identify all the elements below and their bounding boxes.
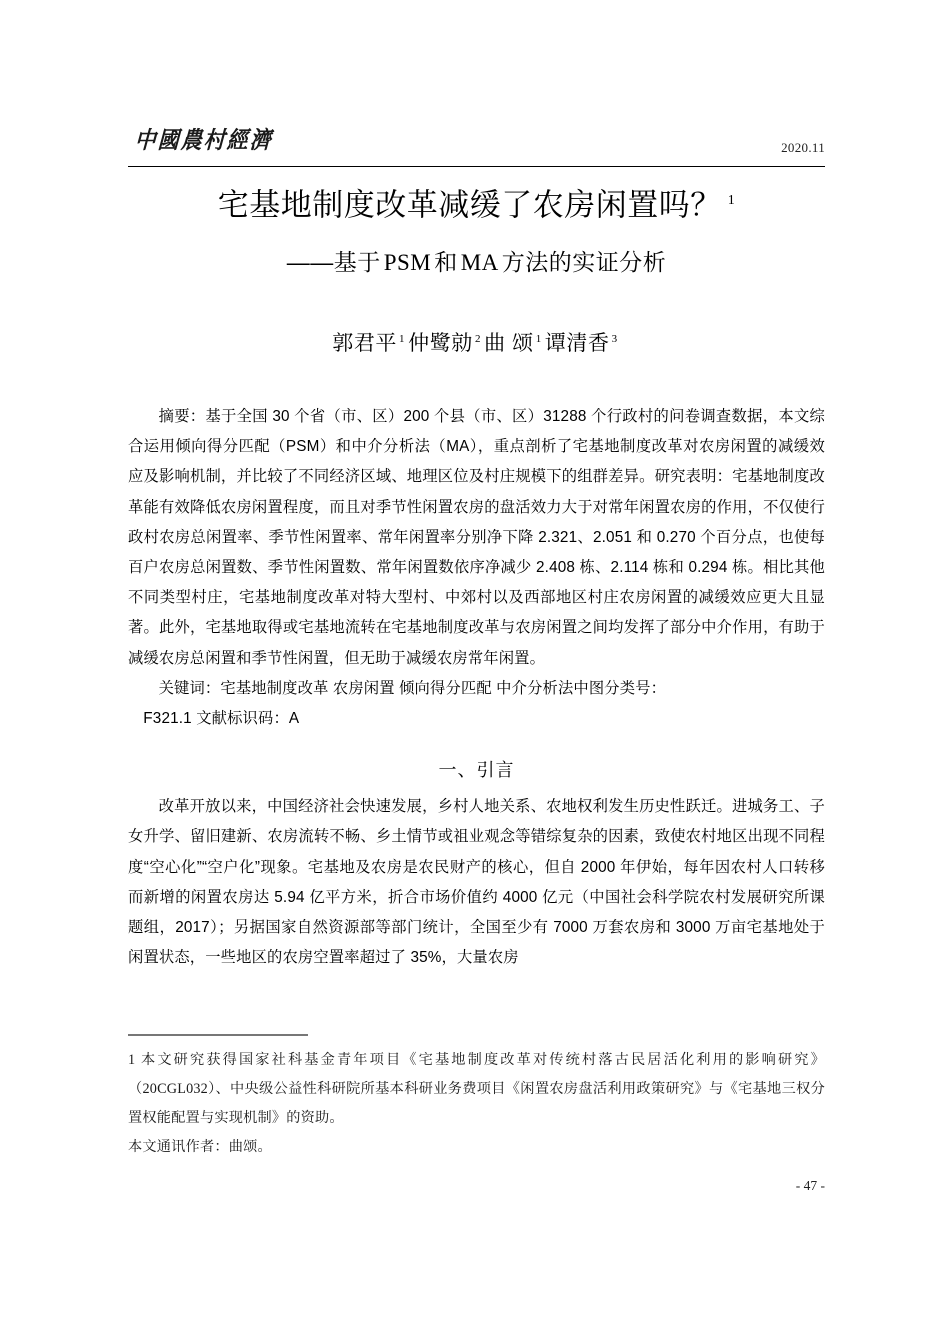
masthead [128,126,825,168]
title-footnote-marker: 1 [727,193,736,208]
subtitle-prefix: ——基于 [286,249,381,276]
page-subtitle [128,244,825,281]
author-affiliation-2: 2 [474,333,482,346]
page-title-text: 宅基地制度改革减缓了农房闲置吗？ [217,187,722,223]
title-block [128,178,825,360]
keywords-line: 关键词：宅基地制度改革 农房闲置 倾向得分匹配 中介分析法中图分类号： [158,679,667,697]
journal-logo: 中國農村經濟 [134,126,274,154]
author-name-3: 曲 颂 [484,332,534,356]
abstract-paragraph: 摘要：基于全国 30 个省（市、区）200 个县（市、区）31288 个行政村的问卷调查数据，本文综合运用倾向得分匹配（PSM）和中介分析法（MA），重点剖析了宅基地制度改革对农房闲置的减缓效应及影响机制，并比较了不同经济区域、地理区位及村庄规模下的组群差异。研究表明：宅基地制度改革能有效降低农房闲置程度，而且对季节性闲置农房的盘活效力大于对常年闲置农房的作用，不仅使行政村农房总闲置率、季节性闲置率、常年闲置率分别净下降 2.321、2.051 和 0.270 个百分点，也使每百户农房总闲置数、季节性闲置数、常年闲置数依序净减少 2.408 栋、2.114 栋和 0.294 栋。相比其他不同类型村庄，宅基地制度改革对特大型村、中郊村以及西部地区村庄农房闲置的减缓效应更大且显著。此外，宅基地取得或宅基地流转在宅基地制度改革与农房闲置之间均发挥了部分中介作用，有助于减缓农房总闲置和季节性闲置，但无助于减缓农房常年闲置。 [128,408,825,667]
subtitle-method-psm: PSM [383,250,432,276]
footnote-corresponding-author: 本文通讯作者：曲颂。 [128,1139,272,1155]
document-body [128,402,825,973]
subtitle-method-ma: MA [460,250,499,276]
subtitle-conjunction: 和 [434,249,458,276]
author-list [128,323,825,360]
page-number: - 47 - [795,1178,825,1193]
section-heading-introduction: 一、引言 [438,760,515,781]
introduction-paragraph: 改革开放以来，中国经济社会快速发展，乡村人地关系、农地权利发生历史性跃迁。进城务工、子女升学、留旧建新、农房流转不畅、乡土情节或祖业观念等错综复杂的因素，致使农村地区出现不同程度“空心化”“空户化”现象。宅基地及农房是农民财产的核心，但自 2000 年伊始，每年因农村人口转移而新增的闲置农房达 5.94 亿平方米，折合市场价值约 4000 亿元（中国社会科学院农村发展研究所课题组，2017）；另据国家自然资源部等部门统计，全国至少有 7000 万套农房和 3000 万亩宅基地处于闲置状态，一些地区的农房空置率超过了 35%，大量农房 [128,798,825,967]
footnote-funding: 1 本文研究获得国家社科基金青年项目《宅基地制度改革对传统村落古民居活化利用的影响研究》（20CGL032）、中央级公益性科研院所基本科研业务费项目《闲置农房盘活利用政策研究》与《宅基地三权分置权能配置与实现机制》的资助。 [128,1052,825,1126]
footnote-divider [128,1034,308,1036]
author-affiliation-3: 1 [535,333,542,346]
page-title [128,178,825,228]
author-name-1: 郭君平 [332,332,398,356]
masthead-divider [128,166,825,167]
issue-date: 2020.11 [781,140,825,155]
author-affiliation-4: 3 [611,333,618,346]
footnote-area [128,1034,825,1162]
author-name-2: 仲鹭勍 [408,332,473,356]
clc-number-line: F321.1 文献标识码：A [143,710,300,728]
subtitle-suffix: 方法的实证分析 [501,249,667,276]
author-name-4: 谭清香 [544,332,610,356]
author-affiliation-1: 1 [399,333,406,346]
